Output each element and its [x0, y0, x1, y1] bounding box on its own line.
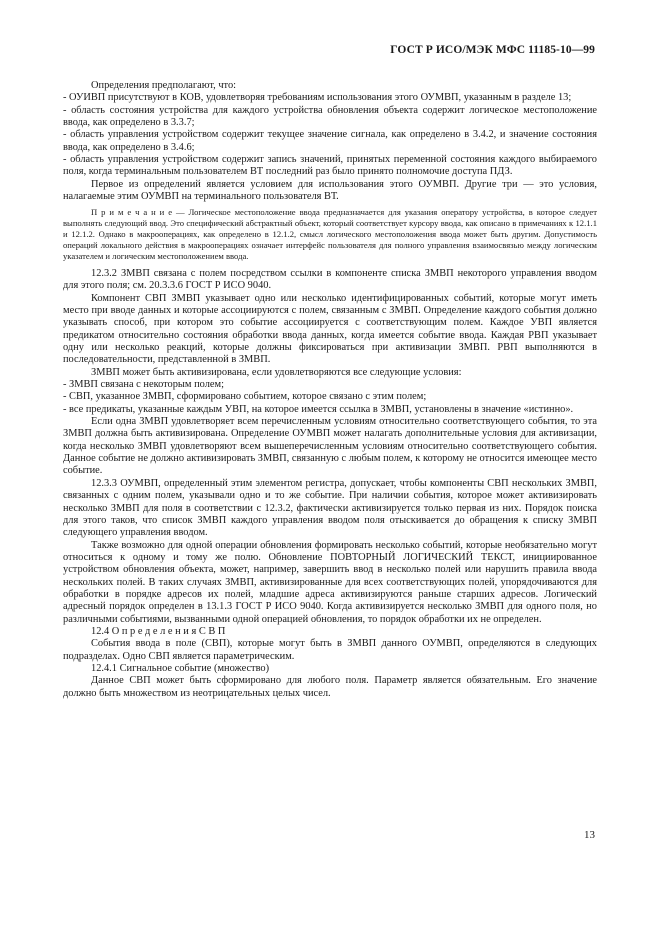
page-number: 13: [584, 829, 595, 841]
list-item: - все предикаты, указанные каждым УВП, на которое имеется ссылка в ЗМВП, установлены в значение «истинно».: [63, 403, 574, 415]
paragraph: Компонент СВП ЗМВП указывает одно или несколько идентифицированных событий, которые могут иметь место при вводе данных и которые ассоциируются с полем, связанным с ЗМВП. Определение каждого события должно указывать способ, при котором это событие ассоциируется с соответствующим полем. Каждое УВП является предикатом относительно состояния обработки ввода данных, когда имеется событие ввода. Каждая РВП указывает одну или несколько реакций, которые должны фиксироваться при активизации ЗМВП. РВП выполняются в последовательности, представленной в ЗМВП.: [63, 292, 597, 366]
list-item: - область состояния устройства для каждого устройства обновления объекта содержит логическое местоположение ввода, как определено в 3.3.7;: [63, 104, 597, 129]
paragraph: События ввода в поле (СВП), которые могут быть в ЗМВП данного ОУМВП, определяются в следующих подразделах. Одно СВП является параметрическим.: [63, 638, 597, 662]
paragraph: Первое из определений является условием для использования этого ОУМВП. Другие три — это условия, налагаемые этим ОУМВП на терминального пользователя ВТ.: [63, 178, 597, 203]
paragraph: Определения предполагают, что:: [91, 80, 237, 91]
note: П р и м е ч а н и е — Логическое местоположение ввода предназначается для указания оператору устройства, в которое следует выполнять следующий ввод. Это специфический абстрактный объект, который соответствует курсору ввода, как описано в примечаниях к 12.1.1 и 12.1.2. Однако в макрооперациях, как определено в 12.1.2, смысл логического местоположения ввода может быть другим. Допустимость операций локального действия в макрооперациях означает интерфейс пользователя для полного управления взаимосвязью между логическим указателем и логическим местоположением ввода.: [63, 207, 597, 262]
paragraph: 12.3.3 ОУМВП, определенный этим элементом регистра, допускает, чтобы компоненты СВП нескольких ЗМВП, связанных с одним полем, указывали одно и то же событие. При наличии события, которое может активизировать несколько ЗМВП для поля в соответствии с 12.3.2, фактически активизируется только первая из них. Порядок поиска для этого таков, что список ЗМВП каждого управления вводом поля отыскивается до обращения к списку ЗМВП следующего управления вводом.: [63, 477, 597, 539]
paragraph: Также возможно для одной операции обновления формировать несколько событий, которые необязательно могут относиться к одному и тому же полю. Обновление ПОВТОРНЫЙ ЛОГИЧЕСКИЙ ТЕКСТ, инициированное устройством обновления объекта, может, например, завершить ввод в несколько полей или нарушить правила ввода нескольких полей. В таких случаях ЗМВП, активизированные для всех соответствующих полей, упорядочиваются для обработки в порядке адресов их полей, младшие адреса активизируются раньше старших адресов. Логический адресный порядок определен в 13.1.3 ГОСТ Р ИСО 9040. Когда активизируется несколько ЗМВП для одного поля, но различными событиями, вызванными одной операцией обновления, то порядок обработки их не определен.: [63, 539, 597, 625]
section-heading: 12.4 О п р е д е л е н и я С В П: [91, 625, 226, 637]
list-item: - ЗМВП связана с некоторым полем;: [63, 379, 224, 391]
paragraph: 12.3.2 ЗМВП связана с полем посредством ссылки в компоненте списка ЗМВП некоторого управления вводом для этого поля; см. 20.3.3.6 ГОСТ Р ИСО 9040.: [63, 267, 597, 292]
list-item: - ОУИВП присутствуют в КОВ, удовлетворяя требованиям использования этого ОУМВП, указанным в разделе 13;: [63, 92, 572, 104]
document-header: ГОСТ Р ИСО/МЭК МФС 11185-10—99: [390, 44, 595, 56]
subsection-heading: 12.4.1 Сигнальное событие (множество): [91, 662, 270, 674]
document-body: [63, 80, 597, 700]
paragraph: Если одна ЗМВП удовлетворяет всем перечисленным условиям относительно соответствующего события, то эта ЗМВП должна быть активизирована. Определение ОУМВП может налагать дополнительные условия для активизации, когда несколько ЗМВП удовлетворяют всем вышеперечисленным условиям относительно соответствующего события. Данное событие не должно активизировать ЗМВП, связанную с любым полем, к которому не относится имеющее место событие.: [63, 416, 597, 477]
list-item: - область управления устройством содержит текущее значение сигнала, как определено в 3.4.2, и значение состояния ввода, как определено в 3.4.6;: [63, 129, 597, 153]
paragraph: Данное СВП может быть сформировано для любого поля. Параметр является обязательным. Его значение должно быть множеством из неотрицательных целых чисел.: [63, 675, 597, 699]
paragraph: ЗМВП может быть активизирована, если удовлетворяются все следующие условия:: [91, 366, 462, 378]
list-item: - СВП, указанное ЗМВП, сформировано событием, которое связано с этим полем;: [63, 391, 427, 403]
list-item: - область управления устройством содержит запись значений, принятых переменной состояния каждого выбираемого поля, когда терминальным пользователем ВТ последний раз было принято полномочие доступа ПДЗ.: [63, 154, 597, 178]
